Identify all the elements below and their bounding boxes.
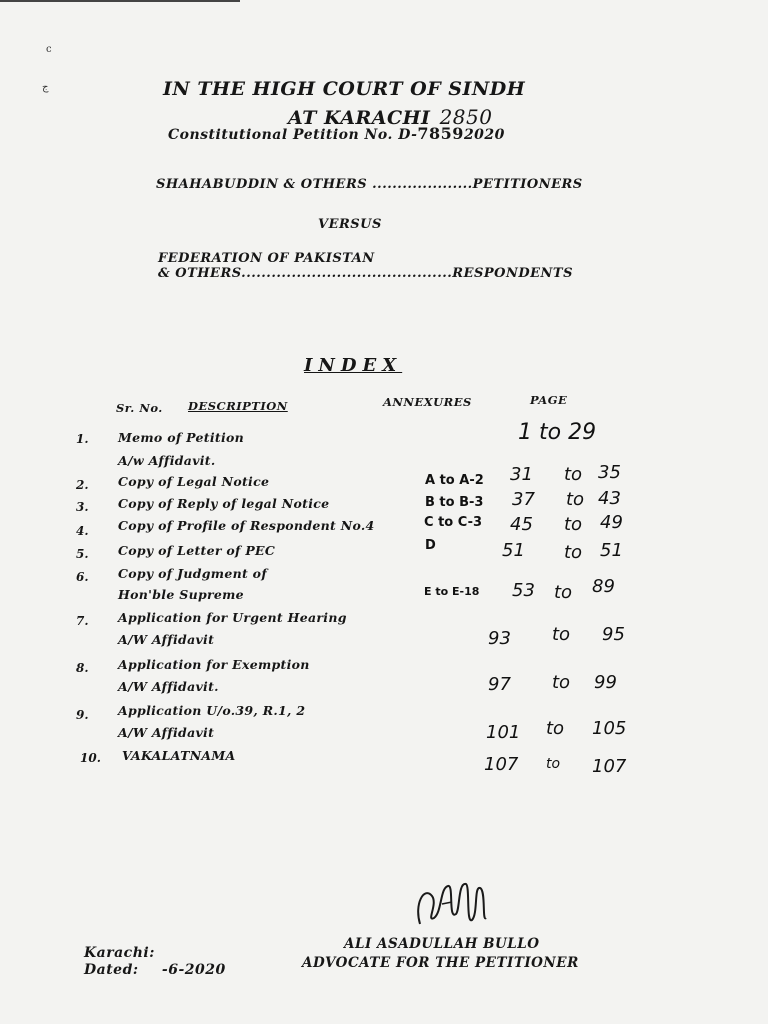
row-to-word: to [564,464,583,485]
row-number: 4. [76,524,89,538]
row-page-from: 101 [486,722,521,743]
column-description: DESCRIPTION [188,399,288,413]
row-number: 10. [80,751,101,765]
advocate-name: ALI ASADULLAH BULLO [344,936,540,952]
row-description-cont: A/W Affidavit [118,725,215,740]
row-annexure-handwritten: D [425,538,436,553]
row-annexure-handwritten: A to A-2 [425,473,484,488]
dated-line [84,962,226,978]
row-to-word: to [554,582,573,603]
row-page-to: 99 [594,672,617,693]
row-to-word: to [552,624,571,645]
scan-artifact-line [0,0,240,2]
petitioners-line: SHAHABUDDIN & OTHERS ....................PETITIONERS [156,177,583,192]
advocate-signature [412,874,492,934]
row-description: Copy of Letter of PEC [118,543,276,558]
row-page-from: 31 [510,464,533,485]
row-number: 2. [76,478,89,492]
place-label: Karachi: [84,945,155,961]
column-annexures: ANNEXURES [383,395,472,409]
row-page-to: 35 [598,462,621,483]
row-to-word: to [564,514,583,535]
row-description: Copy of Reply of legal Notice [118,496,330,511]
scan-speck: c [46,44,52,55]
row-description-cont: Hon'ble Supreme [118,587,244,602]
row-description: Copy of Legal Notice [118,474,270,489]
row-to-word: to [546,718,565,739]
row-description: Application for Exemption [118,657,310,672]
scan-speck: ج [42,82,49,93]
row-description: Copy of Judgment of [118,566,267,581]
row-page-from: 37 [512,489,535,510]
row-description-cont: A/W Affidavit. [118,679,219,694]
dated-value: -6-2020 [161,962,226,978]
row-description: Application for Urgent Hearing [118,610,347,625]
row-number: 8. [76,661,89,675]
row-page-from: 53 [512,580,535,601]
row-page-from: 107 [484,754,519,775]
row-page-from: 51 [502,540,525,561]
index-title: INDEX [304,355,403,376]
row-page-to: 49 [600,512,623,533]
row-description: Application U/o.39, R.1, 2 [118,703,306,718]
petition-number-handwritten: 7859 [417,124,464,143]
row-to-word: to [546,756,561,772]
row-description-cont: A/W Affidavit [118,632,215,647]
dated-label: Dated: [84,962,139,978]
court-title-line1: IN THE HIGH COURT OF SINDH [163,78,526,100]
row-page-to: 95 [602,624,625,645]
row-number: 3. [76,500,89,514]
respondents-line1: FEDERATION OF PAKISTAN [158,251,375,266]
petition-prefix: Constitutional Petition No. D- [168,127,418,143]
row-annexure-handwritten: C to C-3 [424,515,483,530]
row-to-word: to [564,542,583,563]
row-page-to: 89 [592,576,615,597]
row-description-cont: A/w Affidavit. [118,453,216,468]
respondents-line2: & OTHERS..........................................RESPONDENTS [158,266,573,281]
advocate-title: ADVOCATE FOR THE PETITIONER [302,955,579,971]
row-to-word: to [566,489,585,510]
row-description: Memo of Petition [118,430,245,445]
row-page-to: 43 [598,488,621,509]
row-description: VAKALATNAMA [122,748,236,763]
row-number: 9. [76,708,89,722]
column-page: PAGE [530,393,568,407]
row-to-word: to [552,672,571,693]
row-page-from: 45 [510,514,533,535]
handwritten-number: 2850 [439,105,493,129]
court-location: AT KARACHI [288,107,431,129]
row-number: 7. [76,614,89,628]
row-page-from: 97 [488,674,511,695]
row-number: 5. [76,547,89,561]
petition-year: 2020 [463,127,505,143]
row-description: Copy of Profile of Respondent No.4 [118,518,375,533]
row-page-to: 51 [600,540,623,561]
row-page-to: 107 [592,756,627,777]
row-number: 6. [76,570,89,584]
versus-label: VERSUS [318,217,382,232]
petition-number-line [168,124,505,143]
row-annexure-handwritten: B to B-3 [425,495,484,510]
row-number: 1. [76,432,89,446]
row-annexure-handwritten: E to E-18 [424,585,480,598]
row-page-to: 105 [592,718,627,739]
row-page-from: 93 [488,628,511,649]
column-sr-no: Sr. No. [116,401,163,415]
row-pages-handwritten: 1 to 29 [518,420,597,445]
